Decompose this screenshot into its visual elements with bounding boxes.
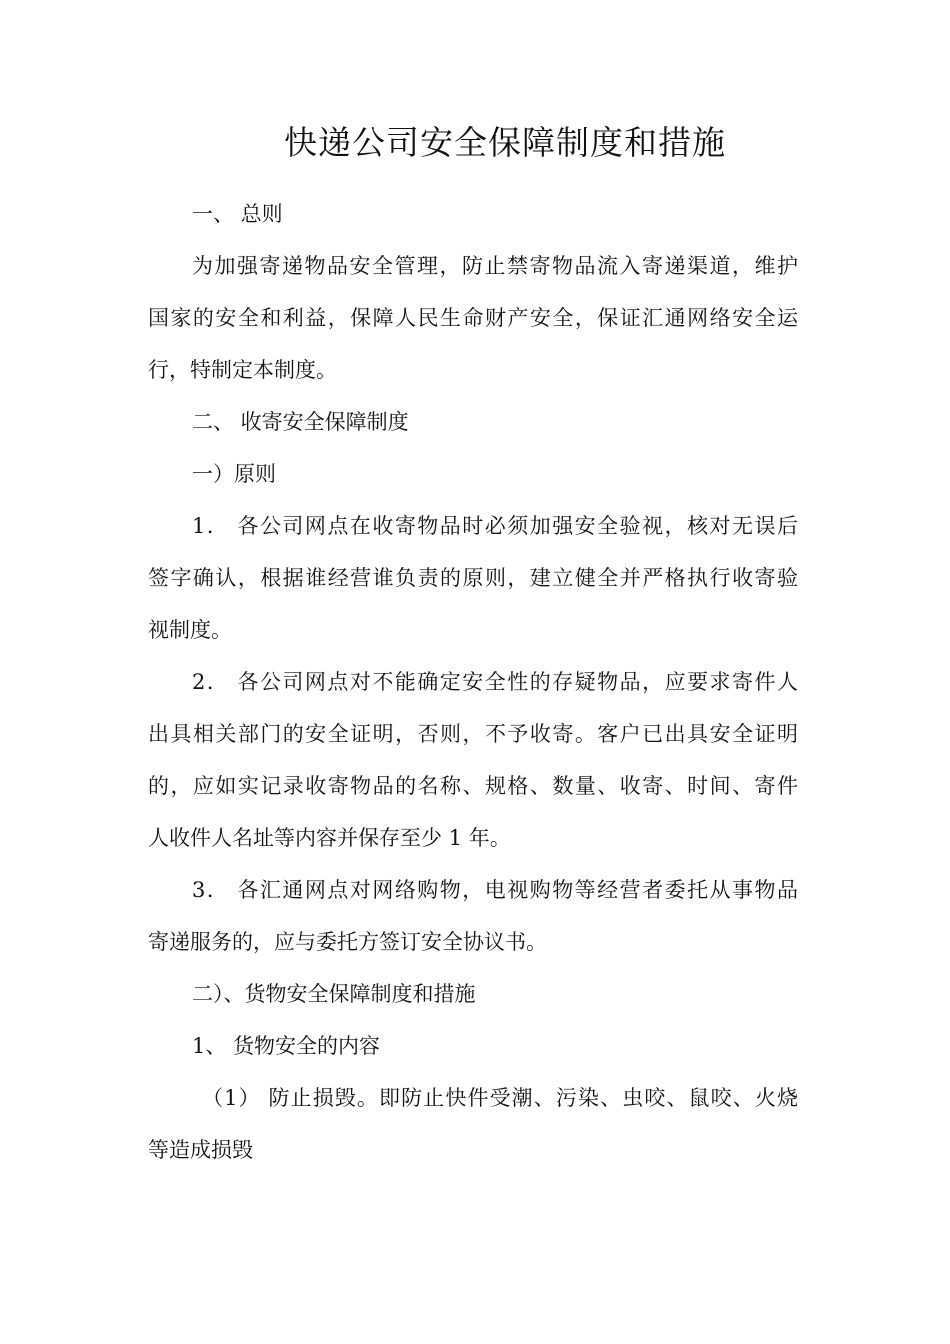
section-heading-collection: 二、 收寄安全保障制度 — [192, 410, 409, 434]
paragraph-line: （1） 防止损毁。即防止快件受潮、污染、虫咬、鼠咬、火烧 — [202, 1086, 798, 1110]
subsection-heading-cargo-safety: 二）、货物安全保障制度和措施 — [192, 982, 476, 1006]
paragraph-line: 3． 各汇通网点对网络购物，电视购物等经营者委托从事物品 — [192, 878, 798, 902]
subsection-heading-principles: 一）原则 — [192, 462, 276, 486]
document-body — [148, 188, 798, 1176]
paragraph-line: 2． 各公司网点对不能确定安全性的存疑物品，应要求寄件人 — [192, 670, 798, 694]
paragraph-line: 人收件人名址等内容并保存至少 1 年。 — [148, 826, 511, 850]
paragraph-line: 等造成损毁 — [148, 1138, 253, 1162]
paragraph-line: 寄递服务的，应与委托方签订安全协议书。 — [148, 930, 547, 954]
paragraph-line: 国家的安全和利益，保障人民生命财产安全，保证汇通网络安全运 — [148, 306, 798, 330]
paragraph-line: 的，应如实记录收寄物品的名称、规格、数量、收寄、时间、寄件 — [148, 774, 798, 798]
paragraph-line: 为加强寄递物品安全管理，防止禁寄物品流入寄递渠道，维护 — [192, 254, 798, 278]
paragraph-line: 视制度。 — [148, 618, 232, 642]
paragraph-line: 1． 各公司网点在收寄物品时必须加强安全验视，核对无误后 — [192, 514, 798, 538]
paragraph-line: 出具相关部门的安全证明，否则，不予收寄。客户已出具安全证明 — [148, 722, 798, 746]
paragraph-line: 行，特制定本制度。 — [148, 358, 337, 382]
paragraph-line: 签字确认，根据谁经营谁负责的原则，建立健全并严格执行收寄验 — [148, 566, 798, 590]
item-heading-cargo-content: 1、 货物安全的内容 — [192, 1034, 381, 1058]
document-title: 快递公司安全保障制度和措施 — [284, 123, 726, 162]
section-heading-general: 一、 总则 — [192, 202, 283, 226]
